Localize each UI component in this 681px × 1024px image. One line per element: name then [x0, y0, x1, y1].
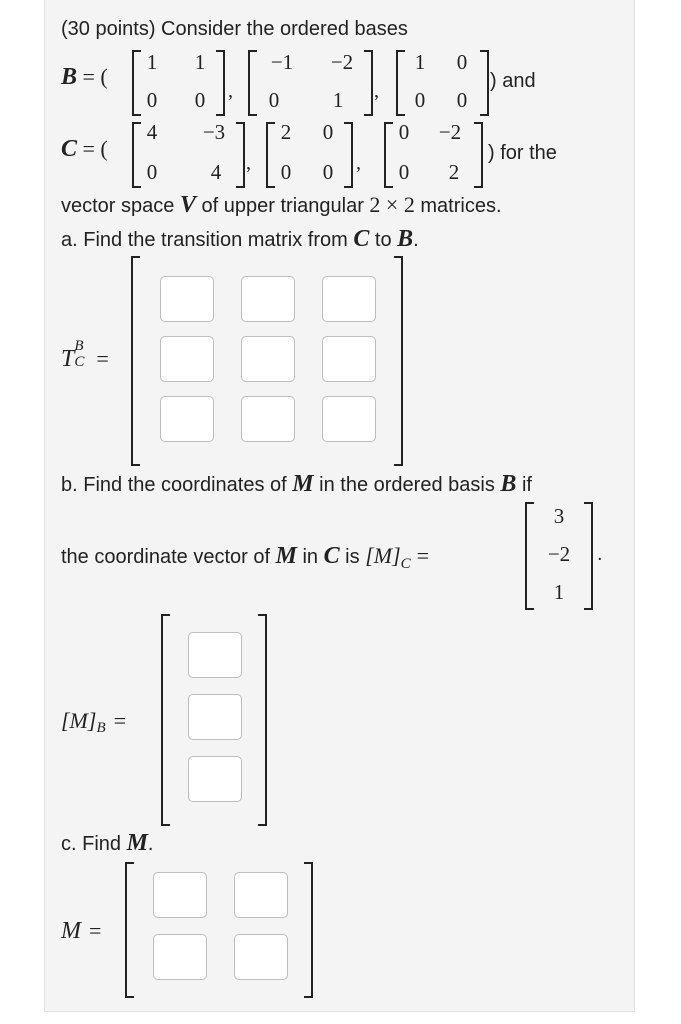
- matrix-entry: −2: [438, 120, 462, 144]
- matrix-entry: 0: [398, 160, 410, 184]
- coordinate-entry: 3: [553, 504, 565, 528]
- matrix-entry: 1: [146, 50, 158, 74]
- matrix-entry: 0: [322, 120, 334, 144]
- answer-box-t23[interactable]: [322, 336, 376, 382]
- answer-box-t33[interactable]: [322, 396, 376, 442]
- bracket: [304, 862, 313, 998]
- matrix-entry: 1: [414, 50, 426, 74]
- matrix-entry: 2: [280, 120, 292, 144]
- matrix-entry: 2: [448, 160, 460, 184]
- matrix-entry: 0: [280, 160, 292, 184]
- bracket: [394, 256, 403, 466]
- matrix-entry: 0: [456, 88, 468, 112]
- answer-box-mb1[interactable]: [188, 632, 242, 678]
- matrix-entry: 1: [332, 88, 344, 112]
- basis-b-label: B = (: [61, 64, 108, 90]
- part-a-text: a. Find the transition matrix from C to B.: [61, 226, 419, 252]
- bracket: [216, 50, 225, 116]
- part-b-condition: the coordinate vector of M in C is $[M]_C$ =: [61, 543, 430, 572]
- part-b-text: b. Find the coordinates of M in the ordered basis B if: [61, 471, 532, 497]
- answer-box-t31[interactable]: [160, 396, 214, 442]
- matrix-entry: 0: [146, 88, 158, 112]
- matrix-entry: 4: [210, 160, 222, 184]
- matrix-entry: 0: [146, 160, 158, 184]
- matrix-entry: 0: [398, 120, 410, 144]
- bracket: [480, 50, 489, 116]
- answer-box-m21[interactable]: [153, 934, 207, 980]
- answer-box-mb2[interactable]: [188, 694, 242, 740]
- matrix-entry: 0: [322, 160, 334, 184]
- coordinate-entry: 1: [553, 580, 565, 604]
- matrix-entry: 0: [414, 88, 426, 112]
- bracket: [125, 862, 134, 998]
- mb-label: $[M]_B$ =: [61, 708, 127, 737]
- transition-matrix-label: T B C =: [61, 338, 109, 372]
- matrix-entry: 1: [194, 50, 206, 74]
- coordinate-entry: −2: [547, 542, 571, 566]
- answer-box-t11[interactable]: [160, 276, 214, 322]
- matrix-entry: −1: [270, 50, 294, 74]
- answer-box-mb3[interactable]: [188, 756, 242, 802]
- answer-box-t21[interactable]: [160, 336, 214, 382]
- m-label: M =: [61, 918, 102, 944]
- matrix-entry: 4: [146, 120, 158, 144]
- bracket: [236, 122, 245, 188]
- matrix-entry: 0: [456, 50, 468, 74]
- part-c-text: c. Find M.: [61, 830, 154, 856]
- matrix-entry: −3: [202, 120, 226, 144]
- answer-box-m12[interactable]: [234, 872, 288, 918]
- period: .: [597, 543, 603, 565]
- answer-box-m22[interactable]: [234, 934, 288, 980]
- intro-text: (30 points) Consider the ordered bases: [61, 18, 408, 40]
- matrix-entry: 0: [194, 88, 206, 112]
- bracket: [344, 122, 353, 188]
- bracket: [248, 50, 257, 116]
- bracket: [258, 614, 267, 826]
- basis-c-label: C = (: [61, 136, 108, 162]
- matrix-entry: −2: [330, 50, 354, 74]
- answer-box-t22[interactable]: [241, 336, 295, 382]
- bracket: [364, 50, 373, 116]
- basis-c-close: ) for the: [488, 142, 557, 164]
- vector-space-text: vector space V of upper triangular 2 × 2 matrices.: [61, 192, 502, 218]
- bracket: [161, 614, 170, 826]
- bracket: [525, 502, 534, 610]
- matrix-entry: 0: [268, 88, 280, 112]
- answer-box-t32[interactable]: [241, 396, 295, 442]
- answer-box-t13[interactable]: [322, 276, 376, 322]
- bracket: [474, 122, 483, 188]
- basis-b-close: ) and: [490, 70, 536, 92]
- bracket: [131, 256, 140, 466]
- answer-box-t12[interactable]: [241, 276, 295, 322]
- answer-box-m11[interactable]: [153, 872, 207, 918]
- bracket: [584, 502, 593, 610]
